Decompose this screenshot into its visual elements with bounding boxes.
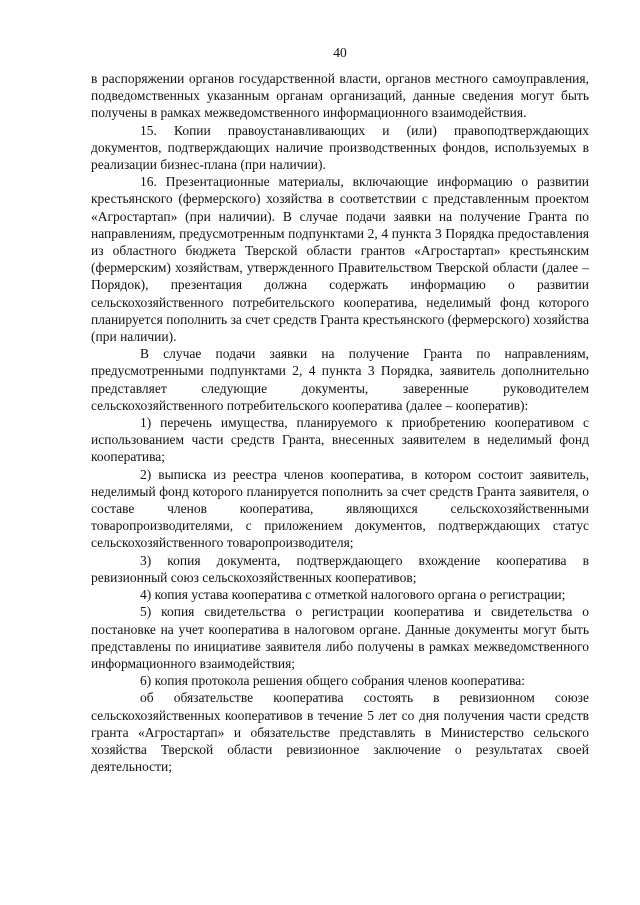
list-item: 2) выписка из реестра членов кооператива, в котором состоит заявитель, неделимый фонд которого планируется пополнить за счет средств Гранта заявителя, о составе членов кооператива, являющихся сельскохозяйственными товаропроизводителями, с приложением документов, подтверждающих статус сельскохозяйственного товаропроизводителя; [91, 466, 589, 551]
list-item: 6) копия протокола решения общего собрания членов кооператива: [140, 673, 526, 689]
list-item: 4) копия устава кооператива с отметкой налогового органа о регистрации; [140, 587, 566, 603]
list-item: 1) перечень имущества, планируемого к приобретению кооперативом с использованием части средств Гранта, внесенных заявителем в неделимый фонд кооператива; [91, 415, 589, 465]
paragraph: 15. Копии правоустанавливающих и (или) правоподтверждающих документов, подтверждающих наличие производственных фондов, используемых в реализации бизнес-плана (при наличии). [91, 122, 589, 173]
paragraph: 16. Презентационные материалы, включающие информацию о развитии крестьянского (фермерского) хозяйства в соответствии с представленным проектом «Агростартап» (при наличии). В случае подачи заявки на получение Гранта по направлениям, предусмотренным подпунктами 2, 4 пункта 3 Порядка предоставления из областного бюджета Тверской области грантов «Агростартап» крестьянским (фермерским) хозяйствам, утвержденного Правительством Тверской области (далее – Порядок), презентация должна содержать информацию о развитии сельскохозяйственного потребительского кооператива, неделимый фонд которого планируется пополнить за счет средств Гранта крестьянского (фермерского) хозяйства (при наличии). [91, 174, 589, 345]
paragraph: В случае подачи заявки на получение Гранта по направлениям, предусмотренными подпунктами 2, 4 пункта 3 Порядка, заявитель дополнительно представляет следующие документы, заверенные руководителем сельскохозяйственного потребительского кооператива (далее – кооператив): [91, 346, 589, 413]
page-number: 40 [333, 45, 347, 60]
document-body [91, 70, 589, 775]
list-item: 5) копия свидетельства о регистрации кооператива и свидетельства о постановке на учет кооператива в налоговом органе. Данные документы могут быть представлены по инициативе заявителя либо получены в рамках межведомственного информационного взаимодействия; [91, 604, 589, 671]
list-item: 3) копия документа, подтверждающего вхождение кооператива в ревизионный союз сельскохозяйственных кооперативов; [91, 552, 589, 585]
paragraph: об обязательстве кооператива состоять в ревизионном союзе сельскохозяйственных кооперативов в течение 5 лет со дня получения части средств гранта «Агростартап» и обязательстве представлять в Министерство сельского хозяйства Тверской области ревизионное заключение о результатах своей деятельности; [91, 690, 589, 775]
paragraph: в распоряжении органов государственной власти, органов местного самоуправления, подведомственных указанным органам организаций, данные сведения могут быть получены в рамках межведомственного информационного взаимодействия. [91, 71, 589, 121]
